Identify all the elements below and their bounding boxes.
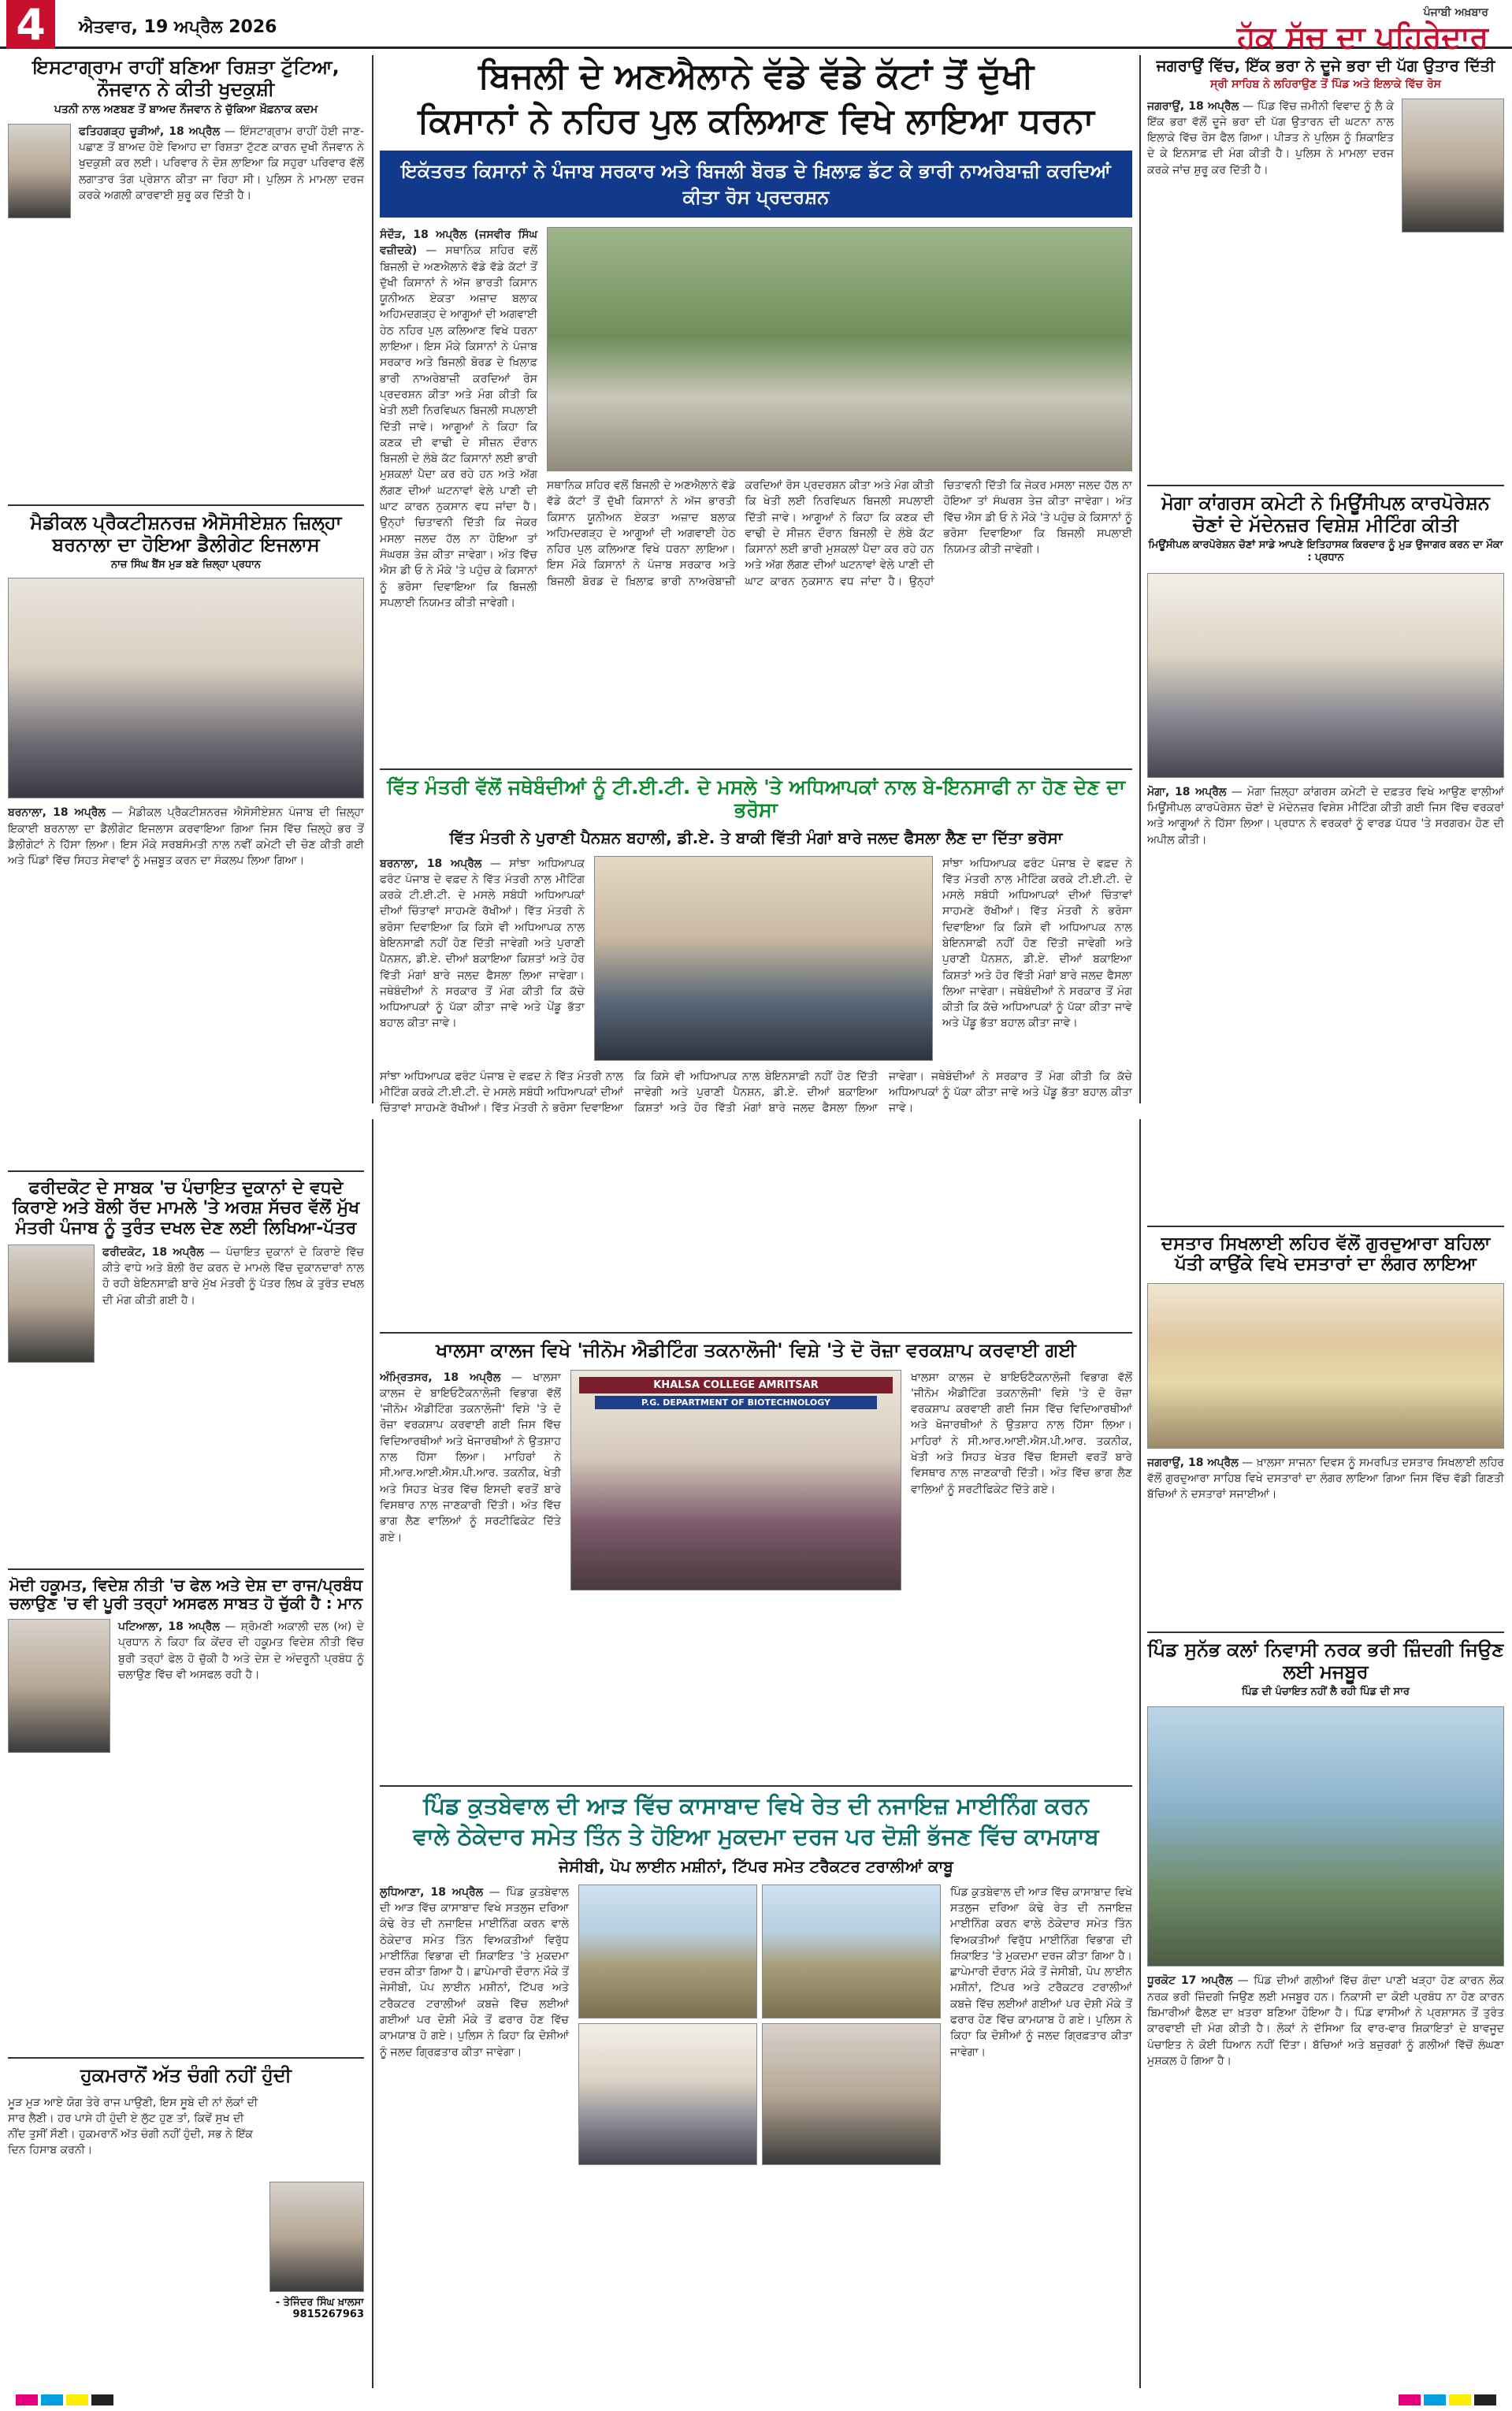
divider xyxy=(8,2057,364,2059)
swatch xyxy=(66,2394,88,2405)
subhead: ਨਾਜ਼ ਸਿੰਘ ਬੈਂਸ ਮੁੜ ਬਣੇ ਜ਼ਿਲ੍ਹਾ ਪ੍ਰਧਾਨ xyxy=(110,559,261,571)
article-body: ਪਟਿਆਲਾ, 18 ਅਪ੍ਰੈਲ — ਸ਼੍ਰੋਮਣੀ ਅਕਾਲੀ ਦਲ (ਅ) ਦੇ ਪ੍ਰਧਾਨ ਨੇ ਕਿਹਾ ਕਿ ਕੇਂਦਰ ਦੀ ਹਕੂਮਤ ਵਿਦੇਸ਼ ਨੀਤੀ ਵਿੱਚ ਬੁਰੀ ਤਰ੍ਹਾਂ ਫੇਲ ਹੋ ਚੁੱਕੀ ਹੈ ਅਤੇ ਦੇਸ਼ ਦੇ ਅੰਦਰੂਨੀ ਪ੍ਰਬੰਧ ਨੂੰ ਚਲਾਉਣ ਵਿੱਚ ਵੀ ਅਸਫਲ ਰਹੀ ਹੈ। xyxy=(118,1620,364,1681)
poem-body: ਮੂੜ ਮੁੜ ਆਏ ਯੋਗ ਤੇਰੇ ਰਾਜ ਪਾਉਣੀ, ਇਸ ਸੂਬੇ ਦੀ ਨਾਂ ਲੋਕਾਂ ਦੀ ਸਾਰ ਲੈਣੀ। ਹਰ ਪਾਸੇ ਹੀ ਹੁੰਦੀ ਏ ਲੁੱਟ ਹੁਣ ਤਾਂ, ਕਿਵੇਂ ਸੁਖ ਦੀ ਨੀਂਦ ਤੁਸੀਂ ਸੌਣੀ। ਹੁਕਮਰਾਨੋਂ ਅੱਤ ਚੰਗੀ ਨਹੀਂ ਹੁੰਦੀ, ਸਭ ਨੇ ਇੱਕ ਦਿਨ ਹਿਸਾਬ ਕਰਨੀ। xyxy=(8,2096,258,2157)
portrait-photo xyxy=(1402,99,1504,233)
poem-author: - ਤੇਜਿੰਦਰ ਸਿੰਘ ਖ਼ਾਲਸਾ xyxy=(275,2296,364,2309)
poem-phone: 9815267963 xyxy=(292,2308,364,2320)
article-mann-statement xyxy=(8,1576,364,2049)
article-farmers-protest xyxy=(380,57,1132,766)
article-body: ਫਰੀਦਕੋਟ, 18 ਅਪ੍ਰੈਲ — ਪੰਚਾਇਤ ਦੁਕਾਨਾਂ ਦੇ ਕਿਰਾਏ ਵਿੱਚ ਕੀਤੇ ਵਾਧੇ ਅਤੇ ਬੋਲੀ ਰੱਦ ਕਰਨ ਦੇ ਮਾਮਲੇ ਵਿੱਚ ਦੁਕਾਨਦਾਰਾਂ ਨਾਲ ਹੋ ਰਹੀ ਬੇਇਨਸਾਫ਼ੀ ਬਾਰੇ ਮੁੱਖ ਮੰਤਰੀ ਨੂੰ ਪੱਤਰ ਲਿਖ ਕੇ ਤੁਰੰਤ ਦਖਲ ਦੀ ਮੰਗ ਕੀਤੀ ਗਈ ਹੈ। xyxy=(102,1245,364,1307)
children-group-photo xyxy=(1147,1283,1504,1449)
lead-headline-line-1: ਬਿਜਲੀ ਦੇ ਅਣਐਲਾਨੇ ਵੱਡੇ ਵੱਡੇ ਕੱਟਾਂ ਤੋਂ ਦੁੱਖੀ xyxy=(477,57,1035,96)
portrait-photo xyxy=(8,1619,110,1753)
article-body-continued: ਸਥਾਨਿਕ ਸ਼ਹਿਰ ਵਲੋਂ ਬਿਜਲੀ ਦੇ ਅਣਐਲਾਨੇ ਵੱਡੇ ਵੱਡੇ ਕੱਟਾਂ ਤੋਂ ਦੁੱਖੀ ਕਿਸਾਨਾਂ ਨੇ ਅੱਜ ਭਾਰਤੀ ਕਿਸਾਨ ਯੂਨੀਅਨ ਏਕਤਾ ਅਜ਼ਾਦ ਬਲਾਕ ਅਹਿਮਦਗੜ੍ਹ ਦੇ ਆਗੂਆਂ ਦੀ ਅਗਵਾਈ ਹੇਠ ਨਹਿਰ ਪੁਲ ਕਲਿਆਣ ਵਿਖੇ ਧਰਨਾ ਲਾਇਆ। ਇਸ ਮੌਕੇ ਕਿਸਾਨਾਂ ਨੇ ਪੰਜਾਬ ਸਰਕਾਰ ਅਤੇ ਬਿਜਲੀ ਬੋਰਡ ਦੇ ਖ਼ਿਲਾਫ਼ ਭਾਰੀ ਨਾਅਰੇਬਾਜ਼ੀ ਕਰਦਿਆਂ ਰੋਸ ਪ੍ਰਦਰਸ਼ਨ ਕੀਤਾ ਅਤੇ ਮੰਗ ਕੀਤੀ ਕਿ ਖੇਤੀ ਲਈ ਨਿਰਵਿਘਨ ਬਿਜਲੀ ਸਪਲਾਈ ਦਿੱਤੀ ਜਾਵੇ। ਆਗੂਆਂ ਨੇ ਕਿਹਾ ਕਿ ਕਣਕ ਦੀ ਵਾਢੀ ਦੇ ਸੀਜ਼ਨ ਦੌਰਾਨ ਬਿਜਲੀ ਦੇ ਲੰਬੇ ਕੱਟ ਕਿਸਾਨਾਂ ਲਈ ਭਾਰੀ ਮੁਸ਼ਕਲਾਂ ਪੈਦਾ ਕਰ ਰਹੇ ਹਨ ਅਤੇ ਅੱਗ ਲੱਗਣ ਦੀਆਂ ਘਟਨਾਵਾਂ ਵੇਲੇ ਪਾਣੀ ਦੀ ਘਾਟ ਕਾਰਨ ਨੁਕਸਾਨ ਵਧ ਜਾਂਦਾ ਹੈ। ਉਨ੍ਹਾਂ ਚਿਤਾਵਨੀ ਦਿੱਤੀ ਕਿ ਜੇਕਰ ਮਸਲਾ ਜਲਦ ਹੱਲ ਨਾ ਹੋਇਆ ਤਾਂ ਸੰਘਰਸ਼ ਤੇਜ਼ ਕੀਤਾ ਜਾਵੇਗਾ। ਅੰਤ ਵਿੱਚ ਐਸ ਡੀ ਓ ਨੇ ਮੌਕੇ 'ਤੇ ਪਹੁੰਚ ਕੇ ਕਿਸਾਨਾਂ ਨੂੰ ਭਰੋਸਾ ਦਿਵਾਇਆ ਕਿ ਬਿਜਲੀ ਸਪਲਾਈ ਨਿਯਮਤ ਕੀਤੀ ਜਾਵੇਗੀ। xyxy=(547,478,1132,588)
article-body: ਲੁਧਿਆਣਾ, 18 ਅਪ੍ਰੈਲ — ਪਿੰਡ ਕੁਤਬੇਵਾਲ ਦੀ ਆੜ ਵਿੱਚ ਕਾਸਾਬਾਦ ਵਿਖੇ ਸਤਲੁਜ ਦਰਿਆ ਕੰਢੇ ਰੇਤ ਦੀ ਨਜਾਇਜ਼ ਮਾਈਨਿੰਗ ਕਰਨ ਵਾਲੇ ਠੇਕੇਦਾਰ ਸਮੇਤ ਤਿੰਨ ਵਿਅਕਤੀਆਂ ਵਿਰੁੱਧ ਮਾਈਨਿੰਗ ਵਿਭਾਗ ਦੀ ਸ਼ਿਕਾਇਤ 'ਤੇ ਮੁਕਦਮਾ ਦਰਜ ਕੀਤਾ ਗਿਆ ਹੈ। ਛਾਪੇਮਾਰੀ ਦੌਰਾਨ ਮੌਕੇ ਤੋਂ ਜੇਸੀਬੀ, ਪੋਪ ਲਾਈਨ ਮਸ਼ੀਨਾਂ, ਟਿੱਪਰ ਅਤੇ ਟਰੈਕਟਰ ਟਰਾਲੀਆਂ ਕਬਜ਼ੇ ਵਿੱਚ ਲਈਆਂ ਗਈਆਂ ਪਰ ਦੋਸ਼ੀ ਮੌਕੇ ਤੋਂ ਫਰਾਰ ਹੋਣ ਵਿੱਚ ਕਾਮਯਾਬ ਹੋ ਗਏ। ਪੁਲਿਸ ਨੇ ਕਿਹਾ ਕਿ ਦੋਸ਼ੀਆਂ ਨੂੰ ਜਲਦ ਗ੍ਰਿਫ਼ਤਾਰ ਕੀਤਾ ਜਾਵੇਗਾ। xyxy=(380,1885,569,2059)
lead-headline-line-2: ਕਿਸਾਨਾਂ ਨੇ ਨਹਿਰ ਪੁਲ ਕਲਿਆਣ ਵਿਖੇ ਲਾਇਆ ਧਰਨਾ xyxy=(418,100,1094,141)
subhead: ਵਿੱਤ ਮੰਤਰੀ ਨੇ ਪੁਰਾਣੀ ਪੈਨਸ਼ਨ ਬਹਾਲੀ, ਡੀ.ਏ. ਤੇ ਬਾਕੀ ਵਿੱਤੀ ਮੰਗਾਂ ਬਾਰੇ ਜਲਦ ਫੈਸਲਾ ਲੈਣ ਦਾ ਦਿੱਤਾ ਭਰੋਸਾ xyxy=(449,828,1063,847)
author-photo xyxy=(269,2182,364,2292)
article-body: ਧੂਰਕੋਟ 17 ਅਪ੍ਰੈਲ — ਪਿੰਡ ਦੀਆਂ ਗਲੀਆਂ ਵਿੱਚ ਗੰਦਾ ਪਾਣੀ ਖੜ੍ਹਾ ਹੋਣ ਕਾਰਨ ਲੋਕ ਨਰਕ ਭਰੀ ਜ਼ਿੰਦਗੀ ਜਿਉਣ ਲਈ ਮਜਬੂਰ ਹਨ। ਨਿਕਾਸੀ ਦਾ ਕੋਈ ਪ੍ਰਬੰਧ ਨਾ ਹੋਣ ਕਾਰਨ ਬਿਮਾਰੀਆਂ ਫੈਲਣ ਦਾ ਖ਼ਤਰਾ ਬਣਿਆ ਹੋਇਆ ਹੈ। ਪਿੰਡ ਵਾਸੀਆਂ ਨੇ ਪ੍ਰਸ਼ਾਸਨ ਤੋਂ ਤੁਰੰਤ ਕਾਰਵਾਈ ਦੀ ਮੰਗ ਕੀਤੀ ਹੈ। ਲੋਕਾਂ ਨੇ ਦੱਸਿਆ ਕਿ ਵਾਰ-ਵਾਰ ਸ਼ਿਕਾਇਤਾਂ ਦੇ ਬਾਵਜੂਦ ਪੰਚਾਇਤ ਨੇ ਕੋਈ ਧਿਆਨ ਨਹੀਂ ਦਿੱਤਾ। ਬੱਚਿਆਂ ਅਤੇ ਬਜ਼ੁਰਗਾਂ ਨੂੰ ਗਲੀਆਂ ਵਿੱਚੋਂ ਲੰਘਣਾ ਮੁਸ਼ਕਲ ਹੋ ਗਿਆ ਹੈ। xyxy=(1147,1974,1504,2067)
article-poem xyxy=(8,2065,364,2380)
headline-line-2: ਵਾਲੇ ਠੇਕੇਦਾਰ ਸਮੇਤ ਤਿੰਨ ਤੇ ਹੋਇਆ ਮੁਕਦਮਾ ਦਰਜ ਪਰ ਦੋਸ਼ੀ ਭੱਜਣ ਵਿੱਚ ਕਾਮਯਾਬ xyxy=(413,1823,1099,1851)
swatch xyxy=(1399,2394,1421,2405)
column-rule xyxy=(1139,55,1141,1103)
headline: ਇਸਟਾਗ੍ਰਾਮ ਰਾਹੀਂ ਬਣਿਆ ਰਿਸ਼ਤਾ ਟੁੱਟਿਆ, ਨੌਜਵਾਨ ਨੇ ਕੀਤੀ ਖੁਦਕੁਸ਼ੀ xyxy=(32,57,340,100)
photo-subbanner: P.G. DEPARTMENT OF BIOTECHNOLOGY xyxy=(595,1396,877,1409)
divider xyxy=(8,504,364,506)
article-body: ਜਗਰਾਉਂ, 18 ਅਪ੍ਰੈਲ — ਖ਼ਾਲਸਾ ਸਾਜਨਾ ਦਿਵਸ ਨੂੰ ਸਮਰਪਿਤ ਦਸਤਾਰ ਸਿਖਲਾਈ ਲਹਿਰ ਵੱਲੋਂ ਗੁਰਦੁਆਰਾ ਸਾਹਿਬ ਵਿਖੇ ਦਸਤਾਰਾਂ ਦਾ ਲੰਗਰ ਲਾਇਆ ਗਿਆ ਜਿਸ ਵਿੱਚ ਵੱਡੀ ਗਿਣਤੀ ਬੱਚਿਆਂ ਨੇ ਦਸਤਾਰਾਂ ਸਜਾਈਆਂ। xyxy=(1147,1456,1504,1501)
paper-name xyxy=(1237,6,1488,55)
headline: ਮੈਡੀਕਲ ਪ੍ਰੈਕਟੀਸ਼ਨਰਜ਼ ਐਸੋਸੀਏਸ਼ਨ ਜ਼ਿਲ੍ਹਾ ਬਰਨਾਲਾ ਦਾ ਹੋਇਆ ਡੈਲੀਗੇਟ ਇਜਲਾਸ xyxy=(30,512,342,556)
swatch xyxy=(91,2394,113,2405)
headline: ਫਰੀਦਕੋਟ ਦੇ ਸਾਬਕ 'ਚ ਪੰਚਾਇਤ ਦੁਕਾਨਾਂ ਦੇ ਵਧਦੇ ਕਿਰਾਏ ਅਤੇ ਬੋਲੀ ਰੱਦ ਮਾਮਲੇ 'ਤੇ ਅਰਸ਼ ਸੱਚਰ ਵੱਲੋਂ ਮੁੱਖ ਮੰਤਰੀ ਪੰਜਾਬ ਨੂੰ ਤੁਰੰਤ ਦਖਲ ਦੇਣ ਲਈ ਲਿਖਿਆ-ਪੱਤਰ xyxy=(12,1178,360,1238)
meeting-hall-photo xyxy=(8,578,364,798)
subhead: ਮਿਊਂਸੀਪਲ ਕਾਰਪੋਰੇਸ਼ਨ ਚੋਣਾਂ ਸਾਡੇ ਆਪਣੇ ਇਤਿਹਾਸਕ ਕਿਰਦਾਰ ਨੂੰ ਮੁੜ ਉਜਾਗਰ ਕਰਨ ਦਾ ਮੌਕਾ : ਪ੍ਰਧਾਨ xyxy=(1148,539,1503,564)
column-rule xyxy=(372,1119,373,2388)
column-rule xyxy=(1139,1119,1141,2388)
article-illegal-mining xyxy=(380,1793,1132,2384)
divider xyxy=(1147,485,1504,486)
article-body: ਸੰਦੌੜ, 18 ਅਪ੍ਰੈਲ (ਜਸਵੀਰ ਸਿੰਘ ਵਜ਼ੀਦਕੇ) — ਸਥਾਨਿਕ ਸ਼ਹਿਰ ਵਲੋਂ ਬਿਜਲੀ ਦੇ ਅਣਐਲਾਨੇ ਵੱਡੇ ਵੱਡੇ ਕੱਟਾਂ ਤੋਂ ਦੁੱਖੀ ਕਿਸਾਨਾਂ ਨੇ ਅੱਜ ਭਾਰਤੀ ਕਿਸਾਨ ਯੂਨੀਅਨ ਏਕਤਾ ਅਜ਼ਾਦ ਬਲਾਕ ਅਹਿਮਦਗੜ੍ਹ ਦੇ ਆਗੂਆਂ ਦੀ ਅਗਵਾਈ ਹੇਠ ਨਹਿਰ ਪੁਲ ਕਲਿਆਣ ਵਿਖੇ ਧਰਨਾ ਲਾਇਆ। ਇਸ ਮੌਕੇ ਕਿਸਾਨਾਂ ਨੇ ਪੰਜਾਬ ਸਰਕਾਰ ਅਤੇ ਬਿਜਲੀ ਬੋਰਡ ਦੇ ਖ਼ਿਲਾਫ਼ ਭਾਰੀ ਨਾਅਰੇਬਾਜ਼ੀ ਕਰਦਿਆਂ ਰੋਸ ਪ੍ਰਦਰਸ਼ਨ ਕੀਤਾ ਅਤੇ ਮੰਗ ਕੀਤੀ ਕਿ ਖੇਤੀ ਲਈ ਨਿਰਵਿਘਨ ਬਿਜਲੀ ਸਪਲਾਈ ਦਿੱਤੀ ਜਾਵੇ। ਆਗੂਆਂ ਨੇ ਕਿਹਾ ਕਿ ਕਣਕ ਦੀ ਵਾਢੀ ਦੇ ਸੀਜ਼ਨ ਦੌਰਾਨ ਬਿਜਲੀ ਦੇ ਲੰਬੇ ਕੱਟ ਕਿਸਾਨਾਂ ਲਈ ਭਾਰੀ ਮੁਸ਼ਕਲਾਂ ਪੈਦਾ ਕਰ ਰਹੇ ਹਨ ਅਤੇ ਅੱਗ ਲੱਗਣ ਦੀਆਂ ਘਟਨਾਵਾਂ ਵੇਲੇ ਪਾਣੀ ਦੀ ਘਾਟ ਕਾਰਨ ਨੁਕਸਾਨ ਵਧ ਜਾਂਦਾ ਹੈ। ਉਨ੍ਹਾਂ ਚਿਤਾਵਨੀ ਦਿੱਤੀ ਕਿ ਜੇਕਰ ਮਸਲਾ ਜਲਦ ਹੱਲ ਨਾ ਹੋਇਆ ਤਾਂ ਸੰਘਰਸ਼ ਤੇਜ਼ ਕੀਤਾ ਜਾਵੇਗਾ। ਅੰਤ ਵਿੱਚ ਐਸ ਡੀ ਓ ਨੇ ਮੌਕੇ 'ਤੇ ਪਹੁੰਚ ਕੇ ਕਿਸਾਨਾਂ ਨੂੰ ਭਰੋਸਾ ਦਿਵਾਇਆ ਕਿ ਬਿਜਲੀ ਸਪਲਾਈ ਨਿਯਮਤ ਕੀਤੀ ਜਾਵੇਗੀ। xyxy=(380,228,538,609)
masthead xyxy=(0,0,1512,54)
swatch xyxy=(1424,2394,1446,2405)
column-rule xyxy=(372,55,373,1103)
article-instagram-suicide xyxy=(8,57,364,498)
delegation-photo xyxy=(594,856,933,1061)
article-body: ਜਗਰਾਉਂ, 18 ਅਪ੍ਰੈਲ — ਪਿੰਡ ਵਿੱਚ ਜ਼ਮੀਨੀ ਵਿਵਾਦ ਨੂੰ ਲੈ ਕੇ ਇੱਕ ਭਰਾ ਵੱਲੋਂ ਦੂਜੇ ਭਰਾ ਦੀ ਪੱਗ ਉਤਾਰਨ ਦੀ ਘਟਨਾ ਨਾਲ ਇਲਾਕੇ ਵਿੱਚ ਰੋਸ ਫੈਲ ਗਿਆ। ਪੀੜਤ ਨੇ ਪੁਲਿਸ ਨੂੰ ਸ਼ਿਕਾਇਤ ਦੇ ਕੇ ਇਨਸਾਫ਼ ਦੀ ਮੰਗ ਕੀਤੀ ਹੈ। ਪੁਲਿਸ ਨੇ ਮਾਮਲਾ ਦਰਜ ਕਰਕੇ ਜਾਂਚ ਸ਼ੁਰੂ ਕਰ ਦਿੱਤੀ ਹੈ। xyxy=(1147,99,1394,177)
article-body: ਫਤਿਹਗੜ੍ਹ ਚੂੜੀਆਂ, 18 ਅਪ੍ਰੈਲ — ਇੰਸਟਾਗ੍ਰਾਮ ਰਾਹੀਂ ਹੋਈ ਜਾਣ-ਪਛਾਣ ਤੋਂ ਬਾਅਦ ਹੋਏ ਵਿਆਹ ਦਾ ਰਿਸ਼ਤਾ ਟੁੱਟਣ ਕਾਰਨ ਦੁਖੀ ਨੌਜਵਾਨ ਨੇ ਖੁਦਕੁਸ਼ੀ ਕਰ ਲਈ। ਪਰਿਵਾਰ ਨੇ ਦੋਸ਼ ਲਾਇਆ ਕਿ ਸਹੁਰਾ ਪਰਿਵਾਰ ਵੱਲੋਂ ਲਗਾਤਾਰ ਤੰਗ ਪ੍ਰੇਸ਼ਾਨ ਕੀਤਾ ਜਾ ਰਿਹਾ ਸੀ। ਪੁਲਿਸ ਨੇ ਮਾਮਲਾ ਦਰਜ ਕਰਕੇ ਅਗਲੀ ਕਾਰਵਾਈ ਸ਼ੁਰੂ ਕਰ ਦਿੱਤੀ ਹੈ। xyxy=(79,125,364,202)
subhead: ਸ੍ਰੀ ਸਾਹਿਬ ਨੇ ਲਹਿਰਾਉਣ ਤੋਂ ਪਿੰਡ ਅਤੇ ਇਲਾਕੇ ਵਿੱਚ ਰੋਸ xyxy=(1210,78,1441,91)
article-finance-minister xyxy=(380,776,1132,1328)
registration-strip xyxy=(0,2388,1512,2411)
article-body-continued: ਸਾਂਝਾ ਅਧਿਆਪਕ ਫਰੰਟ ਪੰਜਾਬ ਦੇ ਵਫ਼ਦ ਨੇ ਵਿੱਤ ਮੰਤਰੀ ਨਾਲ ਮੀਟਿੰਗ ਕਰਕੇ ਟੀ.ਈ.ਟੀ. ਦੇ ਮਸਲੇ ਸਬੰਧੀ ਅਧਿਆਪਕਾਂ ਦੀਆਂ ਚਿੰਤਾਵਾਂ ਸਾਹਮਣੇ ਰੱਖੀਆਂ। ਵਿੱਤ ਮੰਤਰੀ ਨੇ ਭਰੋਸਾ ਦਿਵਾਇਆ ਕਿ ਕਿਸੇ ਵੀ ਅਧਿਆਪਕ ਨਾਲ ਬੇਇਨਸਾਫ਼ੀ ਨਹੀਂ ਹੋਣ ਦਿੱਤੀ ਜਾਵੇਗੀ ਅਤੇ ਪੁਰਾਣੀ ਪੈਨਸ਼ਨ, ਡੀ.ਏ. ਦੀਆਂ ਬਕਾਇਆ ਕਿਸ਼ਤਾਂ ਅਤੇ ਹੋਰ ਵਿੱਤੀ ਮੰਗਾਂ ਬਾਰੇ ਜਲਦ ਫੈਸਲਾ ਲਿਆ ਜਾਵੇਗਾ। ਜਥੇਬੰਦੀਆਂ ਨੇ ਸਰਕਾਰ ਤੋਂ ਮੰਗ ਕੀਤੀ ਕਿ ਕੱਚੇ ਅਧਿਆਪਕਾਂ ਨੂੰ ਪੱਕਾ ਕੀਤਾ ਜਾਵੇ ਅਤੇ ਪੇਂਡੂ ਭੱਤਾ ਬਹਾਲ ਕੀਤਾ ਜਾਵੇ। xyxy=(380,1070,1132,1115)
article-body-continued: ਪਿੰਡ ਕੁਤਬੇਵਾਲ ਦੀ ਆੜ ਵਿੱਚ ਕਾਸਾਬਾਦ ਵਿਖੇ ਸਤਲੁਜ ਦਰਿਆ ਕੰਢੇ ਰੇਤ ਦੀ ਨਜਾਇਜ਼ ਮਾਈਨਿੰਗ ਕਰਨ ਵਾਲੇ ਠੇਕੇਦਾਰ ਸਮੇਤ ਤਿੰਨ ਵਿਅਕਤੀਆਂ ਵਿਰੁੱਧ ਮਾਈਨਿੰਗ ਵਿਭਾਗ ਦੀ ਸ਼ਿਕਾਇਤ 'ਤੇ ਮੁਕਦਮਾ ਦਰਜ ਕੀਤਾ ਗਿਆ ਹੈ। ਛਾਪੇਮਾਰੀ ਦੌਰਾਨ ਮੌਕੇ ਤੋਂ ਜੇਸੀਬੀ, ਪੋਪ ਲਾਈਨ ਮਸ਼ੀਨਾਂ, ਟਿੱਪਰ ਅਤੇ ਟਰੈਕਟਰ ਟਰਾਲੀਆਂ ਕਬਜ਼ੇ ਵਿੱਚ ਲਈਆਂ ਗਈਆਂ ਪਰ ਦੋਸ਼ੀ ਮੌਕੇ ਤੋਂ ਫਰਾਰ ਹੋਣ ਵਿੱਚ ਕਾਮਯਾਬ ਹੋ ਗਏ। ਪੁਲਿਸ ਨੇ ਕਿਹਾ ਕਿ ਦੋਸ਼ੀਆਂ ਨੂੰ ਜਲਦ ਗ੍ਰਿਫ਼ਤਾਰ ਕੀਤਾ ਜਾਵੇਗਾ। xyxy=(950,1885,1132,2059)
swatch xyxy=(1474,2394,1496,2405)
swatch xyxy=(16,2394,38,2405)
article-medical-association xyxy=(8,512,364,1159)
swatch xyxy=(41,2394,63,2405)
page-number: 4 xyxy=(6,0,55,49)
divider xyxy=(1147,1226,1504,1227)
subhead: ਜੇਸੀਬੀ, ਪੋਪ ਲਾਈਨ ਮਸ਼ੀਨਾਂ, ਟਿੱਪਰ ਸਮੇਤ ਟਰੈਕਟਰ ਟਰਾਲੀਆਂ ਕਾਬੂ xyxy=(559,1856,953,1876)
article-genome-workshop xyxy=(380,1340,1132,1781)
headline: ਮੋਦੀ ਹਕੂਮਤ, ਵਿਦੇਸ਼ ਨੀਤੀ 'ਚ ਫੇਲ ਅਤੇ ਦੇਸ਼ ਦਾ ਰਾਜ/ਪ੍ਰਬੰਧ ਚਲਾਉਣ 'ਚ ਵੀ ਪੂਰੀ ਤਰ੍ਹਾਂ ਅਸਫਲ ਸਾਬਤ ਹੋ ਚੁੱਕੀ ਹੈ : ਮਾਨ xyxy=(9,1576,362,1613)
article-faridkot-shops xyxy=(8,1178,364,1565)
article-body: ਅੰਮ੍ਰਿਤਸਰ, 18 ਅਪ੍ਰੈਲ — ਖਾਲਸਾ ਕਾਲਜ ਦੇ ਬਾਇਓਟੈਕਨਾਲੋਜੀ ਵਿਭਾਗ ਵੱਲੋਂ 'ਜੀਨੋਮ ਐਡੀਟਿੰਗ ਤਕਨਾਲੋਜੀ' ਵਿਸ਼ੇ 'ਤੇ ਦੋ ਰੋਜ਼ਾ ਵਰਕਸ਼ਾਪ ਕਰਵਾਈ ਗਈ ਜਿਸ ਵਿੱਚ ਵਿਦਿਆਰਥੀਆਂ ਅਤੇ ਖੋਜਾਰਥੀਆਂ ਨੇ ਉਤਸ਼ਾਹ ਨਾਲ ਹਿੱਸਾ ਲਿਆ। ਮਾਹਿਰਾਂ ਨੇ ਸੀ.ਆਰ.ਆਈ.ਐਸ.ਪੀ.ਆਰ. ਤਕਨੀਕ, ਖੇਤੀ ਅਤੇ ਸਿਹਤ ਖੇਤਰ ਵਿੱਚ ਇਸਦੀ ਵਰਤੋਂ ਬਾਰੇ ਵਿਸਥਾਰ ਨਾਲ ਜਾਣਕਾਰੀ ਦਿੱਤੀ। ਅੰਤ ਵਿੱਚ ਭਾਗ ਲੈਣ ਵਾਲਿਆਂ ਨੂੰ ਸਰਟੀਫਿਕੇਟ ਦਿੱਤੇ ਗਏ। xyxy=(380,1371,561,1544)
divider xyxy=(380,1332,1132,1334)
paper-title: ਹੱਕ ਸੱਚ ਦਾ ਪਹਿਰੇਦਾਰ xyxy=(1236,19,1488,54)
article-turban-camp xyxy=(1147,1233,1504,1628)
issue-date: ਐਤਵਾਰ, 19 ਅਪ੍ਰੈਲ 2026 xyxy=(79,17,277,37)
divider xyxy=(1147,1632,1504,1633)
headline-line-1: ਪਿੰਡ ਕੁਤਬੇਵਾਲ ਦੀ ਆੜ ਵਿੱਚ ਕਾਸਾਬਾਦ ਵਿਖੇ ਰੇਤ ਦੀ ਨਜਾਇਜ਼ ਮਾਈਨਿੰਗ ਕਰਨ xyxy=(423,1793,1089,1819)
article-village-waterlogging xyxy=(1147,1639,1504,2384)
headline: ਹੁਕਮਰਾਨੋਂ ਅੱਤ ਚੰਗੀ ਨਹੀਂ ਹੁੰਦੀ xyxy=(80,2065,292,2086)
article-body: ਮੋਗਾ, 18 ਅਪ੍ਰੈਲ — ਮੋਗਾ ਜ਼ਿਲ੍ਹਾ ਕਾਂਗਰਸ ਕਮੇਟੀ ਦੇ ਦਫ਼ਤਰ ਵਿਖੇ ਆਉਣ ਵਾਲੀਆਂ ਮਿਊਂਸੀਪਲ ਕਾਰਪੋਰੇਸ਼ਨ ਚੋਣਾਂ ਦੇ ਮੱਦੇਨਜ਼ਰ ਵਿਸ਼ੇਸ਼ ਮੀਟਿੰਗ ਕੀਤੀ ਗਈ ਜਿਸ ਵਿੱਚ ਵਰਕਰਾਂ ਅਤੇ ਆਗੂਆਂ ਨੇ ਹਿੱਸਾ ਲਿਆ। ਪ੍ਰਧਾਨ ਨੇ ਵਰਕਰਾਂ ਨੂੰ ਵਾਰਡ ਪੱਧਰ 'ਤੇ ਸਰਗਰਮ ਹੋਣ ਦੀ ਅਪੀਲ ਕੀਤੀ। xyxy=(1147,785,1504,846)
fir-document-photo xyxy=(578,2023,757,2165)
article-body: ਬਰਨਾਲਾ, 18 ਅਪ੍ਰੈਲ — ਸਾਂਝਾ ਅਧਿਆਪਕ ਫਰੰਟ ਪੰਜਾਬ ਦੇ ਵਫ਼ਦ ਨੇ ਵਿੱਤ ਮੰਤਰੀ ਨਾਲ ਮੀਟਿੰਗ ਕਰਕੇ ਟੀ.ਈ.ਟੀ. ਦੇ ਮਸਲੇ ਸਬੰਧੀ ਅਧਿਆਪਕਾਂ ਦੀਆਂ ਚਿੰਤਾਵਾਂ ਸਾਹਮਣੇ ਰੱਖੀਆਂ। ਵਿੱਤ ਮੰਤਰੀ ਨੇ ਭਰੋਸਾ ਦਿਵਾਇਆ ਕਿ ਕਿਸੇ ਵੀ ਅਧਿਆਪਕ ਨਾਲ ਬੇਇਨਸਾਫ਼ੀ ਨਹੀਂ ਹੋਣ ਦਿੱਤੀ ਜਾਵੇਗੀ ਅਤੇ ਪੁਰਾਣੀ ਪੈਨਸ਼ਨ, ਡੀ.ਏ. ਦੀਆਂ ਬਕਾਇਆ ਕਿਸ਼ਤਾਂ ਅਤੇ ਹੋਰ ਵਿੱਤੀ ਮੰਗਾਂ ਬਾਰੇ ਜਲਦ ਫੈਸਲਾ ਲਿਆ ਜਾਵੇਗਾ। ਜਥੇਬੰਦੀਆਂ ਨੇ ਸਰਕਾਰ ਤੋਂ ਮੰਗ ਕੀਤੀ ਕਿ ਕੱਚੇ ਅਧਿਆਪਕਾਂ ਨੂੰ ਪੱਕਾ ਕੀਤਾ ਜਾਵੇ ਅਤੇ ਪੇਂਡੂ ਭੱਤਾ ਬਹਾਲ ਕੀਤਾ ਜਾਵੇ। xyxy=(380,857,585,1030)
mining-site-photo xyxy=(578,1885,757,2018)
divider xyxy=(380,1785,1132,1787)
divider xyxy=(8,1568,364,1570)
article-turban-dispute xyxy=(1147,57,1504,482)
article-moga-congress xyxy=(1147,493,1504,1222)
article-body: ਬਰਨਾਲਾ, 18 ਅਪ੍ਰੈਲ — ਮੈਡੀਕਲ ਪ੍ਰੈਕਟੀਸ਼ਨਰਜ਼ ਐਸੋਸੀਏਸ਼ਨ ਪੰਜਾਬ ਦੀ ਜ਼ਿਲ੍ਹਾ ਇਕਾਈ ਬਰਨਾਲਾ ਦਾ ਡੈਲੀਗੇਟ ਇਜਲਾਸ ਕਰਵਾਇਆ ਗਿਆ ਜਿਸ ਵਿੱਚ ਜ਼ਿਲ੍ਹੇ ਭਰ ਤੋਂ ਡੈਲੀਗੇਟਾਂ ਨੇ ਹਿੱਸਾ ਲਿਆ। ਇਸ ਮੌਕੇ ਸਰਬਸੰਮਤੀ ਨਾਲ ਨਵੀਂ ਕਮੇਟੀ ਦੀ ਚੋਣ ਕੀਤੀ ਗਈ ਅਤੇ ਪਿੰਡਾਂ ਵਿੱਚ ਸਿਹਤ ਸੇਵਾਵਾਂ ਨੂੰ ਮਜ਼ਬੂਤ ਕਰਨ ਦਾ ਸੰਕਲਪ ਲਿਆ ਗਿਆ। xyxy=(8,806,364,868)
headline: ਪਿੰਡ ਸੁਨੱਭ ਕਲਾਂ ਨਿਵਾਸੀ ਨਰਕ ਭਰੀ ਜ਼ਿੰਦਗੀ ਜਿਉਣ ਲਈ ਮਜਬੂਰ xyxy=(1147,1639,1504,1683)
headline: ਮੋਗਾ ਕਾਂਗਰਸ ਕਮੇਟੀ ਨੇ ਮਿਊਂਸੀਪਲ ਕਾਰਪੋਰੇਸ਼ਨ ਚੋਣਾਂ ਦੇ ਮੱਦੇਨਜ਼ਰ ਵਿਸ਼ੇਸ਼ ਮੀਟਿੰਗ ਕੀਤੀ xyxy=(1161,493,1490,536)
headline: ਖਾਲਸਾ ਕਾਲਜ ਵਿਖੇ 'ਜੀਨੋਮ ਐਡੀਟਿੰਗ ਤਕਨਾਲੋਜੀ' ਵਿਸ਼ੇ 'ਤੇ ਦੋ ਰੋਜ਼ਾ ਵਰਕਸ਼ਾਪ ਕਰਵਾਈ ਗਈ xyxy=(436,1340,1076,1361)
lead-banner: ਇਕੱਤਰਤ ਕਿਸਾਨਾਂ ਨੇ ਪੰਜਾਬ ਸਰਕਾਰ ਅਤੇ ਬਿਜਲੀ ਬੋਰਡ ਦੇ ਖ਼ਿਲਾਫ਼ ਡੱਟ ਕੇ ਭਾਰੀ ਨਾਅਰੇਬਾਜ਼ੀ ਕਰਦਿਆਂ ਕੀਤਾ ਰੋਸ ਪ੍ਰਦਰਸ਼ਨ xyxy=(380,151,1132,218)
photo-banner: KHALSA COLLEGE AMRITSAR xyxy=(579,1377,893,1393)
portrait-photo xyxy=(762,2023,941,2165)
workshop-photo xyxy=(570,1370,901,1591)
divider xyxy=(8,1170,364,1172)
swatch xyxy=(1449,2394,1471,2405)
waterlogged-street-photo xyxy=(1147,1706,1504,1966)
protest-photo xyxy=(547,227,1132,471)
excavator-photo xyxy=(762,1885,941,2018)
portrait-photo xyxy=(8,1245,95,1363)
divider xyxy=(380,768,1132,770)
paper-tag: ਪੰਜਾਬੀ ਅਖ਼ਬਾਰ xyxy=(1423,6,1488,19)
article-body-continued: ਸਾਂਝਾ ਅਧਿਆਪਕ ਫਰੰਟ ਪੰਜਾਬ ਦੇ ਵਫ਼ਦ ਨੇ ਵਿੱਤ ਮੰਤਰੀ ਨਾਲ ਮੀਟਿੰਗ ਕਰਕੇ ਟੀ.ਈ.ਟੀ. ਦੇ ਮਸਲੇ ਸਬੰਧੀ ਅਧਿਆਪਕਾਂ ਦੀਆਂ ਚਿੰਤਾਵਾਂ ਸਾਹਮਣੇ ਰੱਖੀਆਂ। ਵਿੱਤ ਮੰਤਰੀ ਨੇ ਭਰੋਸਾ ਦਿਵਾਇਆ ਕਿ ਕਿਸੇ ਵੀ ਅਧਿਆਪਕ ਨਾਲ ਬੇਇਨਸਾਫ਼ੀ ਨਹੀਂ ਹੋਣ ਦਿੱਤੀ ਜਾਵੇਗੀ ਅਤੇ ਪੁਰਾਣੀ ਪੈਨਸ਼ਨ, ਡੀ.ਏ. ਦੀਆਂ ਬਕਾਇਆ ਕਿਸ਼ਤਾਂ ਅਤੇ ਹੋਰ ਵਿੱਤੀ ਮੰਗਾਂ ਬਾਰੇ ਜਲਦ ਫੈਸਲਾ ਲਿਆ ਜਾਵੇਗਾ। ਜਥੇਬੰਦੀਆਂ ਨੇ ਸਰਕਾਰ ਤੋਂ ਮੰਗ ਕੀਤੀ ਕਿ ਕੱਚੇ ਅਧਿਆਪਕਾਂ ਨੂੰ ਪੱਕਾ ਕੀਤਾ ਜਾਵੇ ਅਤੇ ਪੇਂਡੂ ਭੱਤਾ ਬਹਾਲ ਕੀਤਾ ਜਾਵੇ। xyxy=(942,857,1132,1030)
portrait-photo xyxy=(8,124,71,218)
subhead: ਪਤਨੀ ਨਾਲ ਅਣਬਣ ਤੋਂ ਬਾਅਦ ਨੌਜਵਾਨ ਨੇ ਚੁੱਕਿਆ ਖ਼ੌਫ਼ਨਾਕ ਕਦਮ xyxy=(54,103,318,117)
subhead: ਪਿੰਡ ਦੀ ਪੰਚਾਇਤ ਨਹੀਂ ਲੈ ਰਹੀ ਪਿੰਡ ਦੀ ਸਾਰ xyxy=(1242,1686,1410,1698)
headline: ਜਗਰਾਉਂ ਵਿੱਚ, ਇੱਕ ਭਰਾ ਨੇ ਦੂਜੇ ਭਰਾ ਦੀ ਪੱਗ ਉਤਾਰ ਦਿੱਤੀ xyxy=(1156,57,1495,75)
headline: ਵਿੱਤ ਮੰਤਰੀ ਵੱਲੋਂ ਜਥੇਬੰਦੀਆਂ ਨੂੰ ਟੀ.ਈ.ਟੀ. ਦੇ ਮਸਲੇ 'ਤੇ ਅਧਿਆਪਕਾਂ ਨਾਲ ਬੇ-ਇਨਸਾਫੀ ਨਾ ਹੋਣ ਦੇਣ ਦਾ ਭਰੋਸਾ xyxy=(387,776,1125,821)
headline: ਦਸਤਾਰ ਸਿਖਲਾਈ ਲਹਿਰ ਵੱਲੋਂ ਗੁਰਦੁਆਰਾ ਬਹਿਲਾ ਪੱਤੀ ਕਾਉਂਕੇ ਵਿਖੇ ਦਸਤਾਰਾਂ ਦਾ ਲੰਗਰ ਲਾਇਆ xyxy=(1161,1233,1491,1275)
meeting-photo xyxy=(1147,573,1504,778)
article-body-continued: ਖਾਲਸਾ ਕਾਲਜ ਦੇ ਬਾਇਓਟੈਕਨਾਲੋਜੀ ਵਿਭਾਗ ਵੱਲੋਂ 'ਜੀਨੋਮ ਐਡੀਟਿੰਗ ਤਕਨਾਲੋਜੀ' ਵਿਸ਼ੇ 'ਤੇ ਦੋ ਰੋਜ਼ਾ ਵਰਕਸ਼ਾਪ ਕਰਵਾਈ ਗਈ ਜਿਸ ਵਿੱਚ ਵਿਦਿਆਰਥੀਆਂ ਅਤੇ ਖੋਜਾਰਥੀਆਂ ਨੇ ਉਤਸ਼ਾਹ ਨਾਲ ਹਿੱਸਾ ਲਿਆ। ਮਾਹਿਰਾਂ ਨੇ ਸੀ.ਆਰ.ਆਈ.ਐਸ.ਪੀ.ਆਰ. ਤਕਨੀਕ, ਖੇਤੀ ਅਤੇ ਸਿਹਤ ਖੇਤਰ ਵਿੱਚ ਇਸਦੀ ਵਰਤੋਂ ਬਾਰੇ ਵਿਸਥਾਰ ਨਾਲ ਜਾਣਕਾਰੀ ਦਿੱਤੀ। ਅੰਤ ਵਿੱਚ ਭਾਗ ਲੈਣ ਵਾਲਿਆਂ ਨੂੰ ਸਰਟੀਫਿਕੇਟ ਦਿੱਤੇ ਗਏ। xyxy=(911,1371,1132,1496)
